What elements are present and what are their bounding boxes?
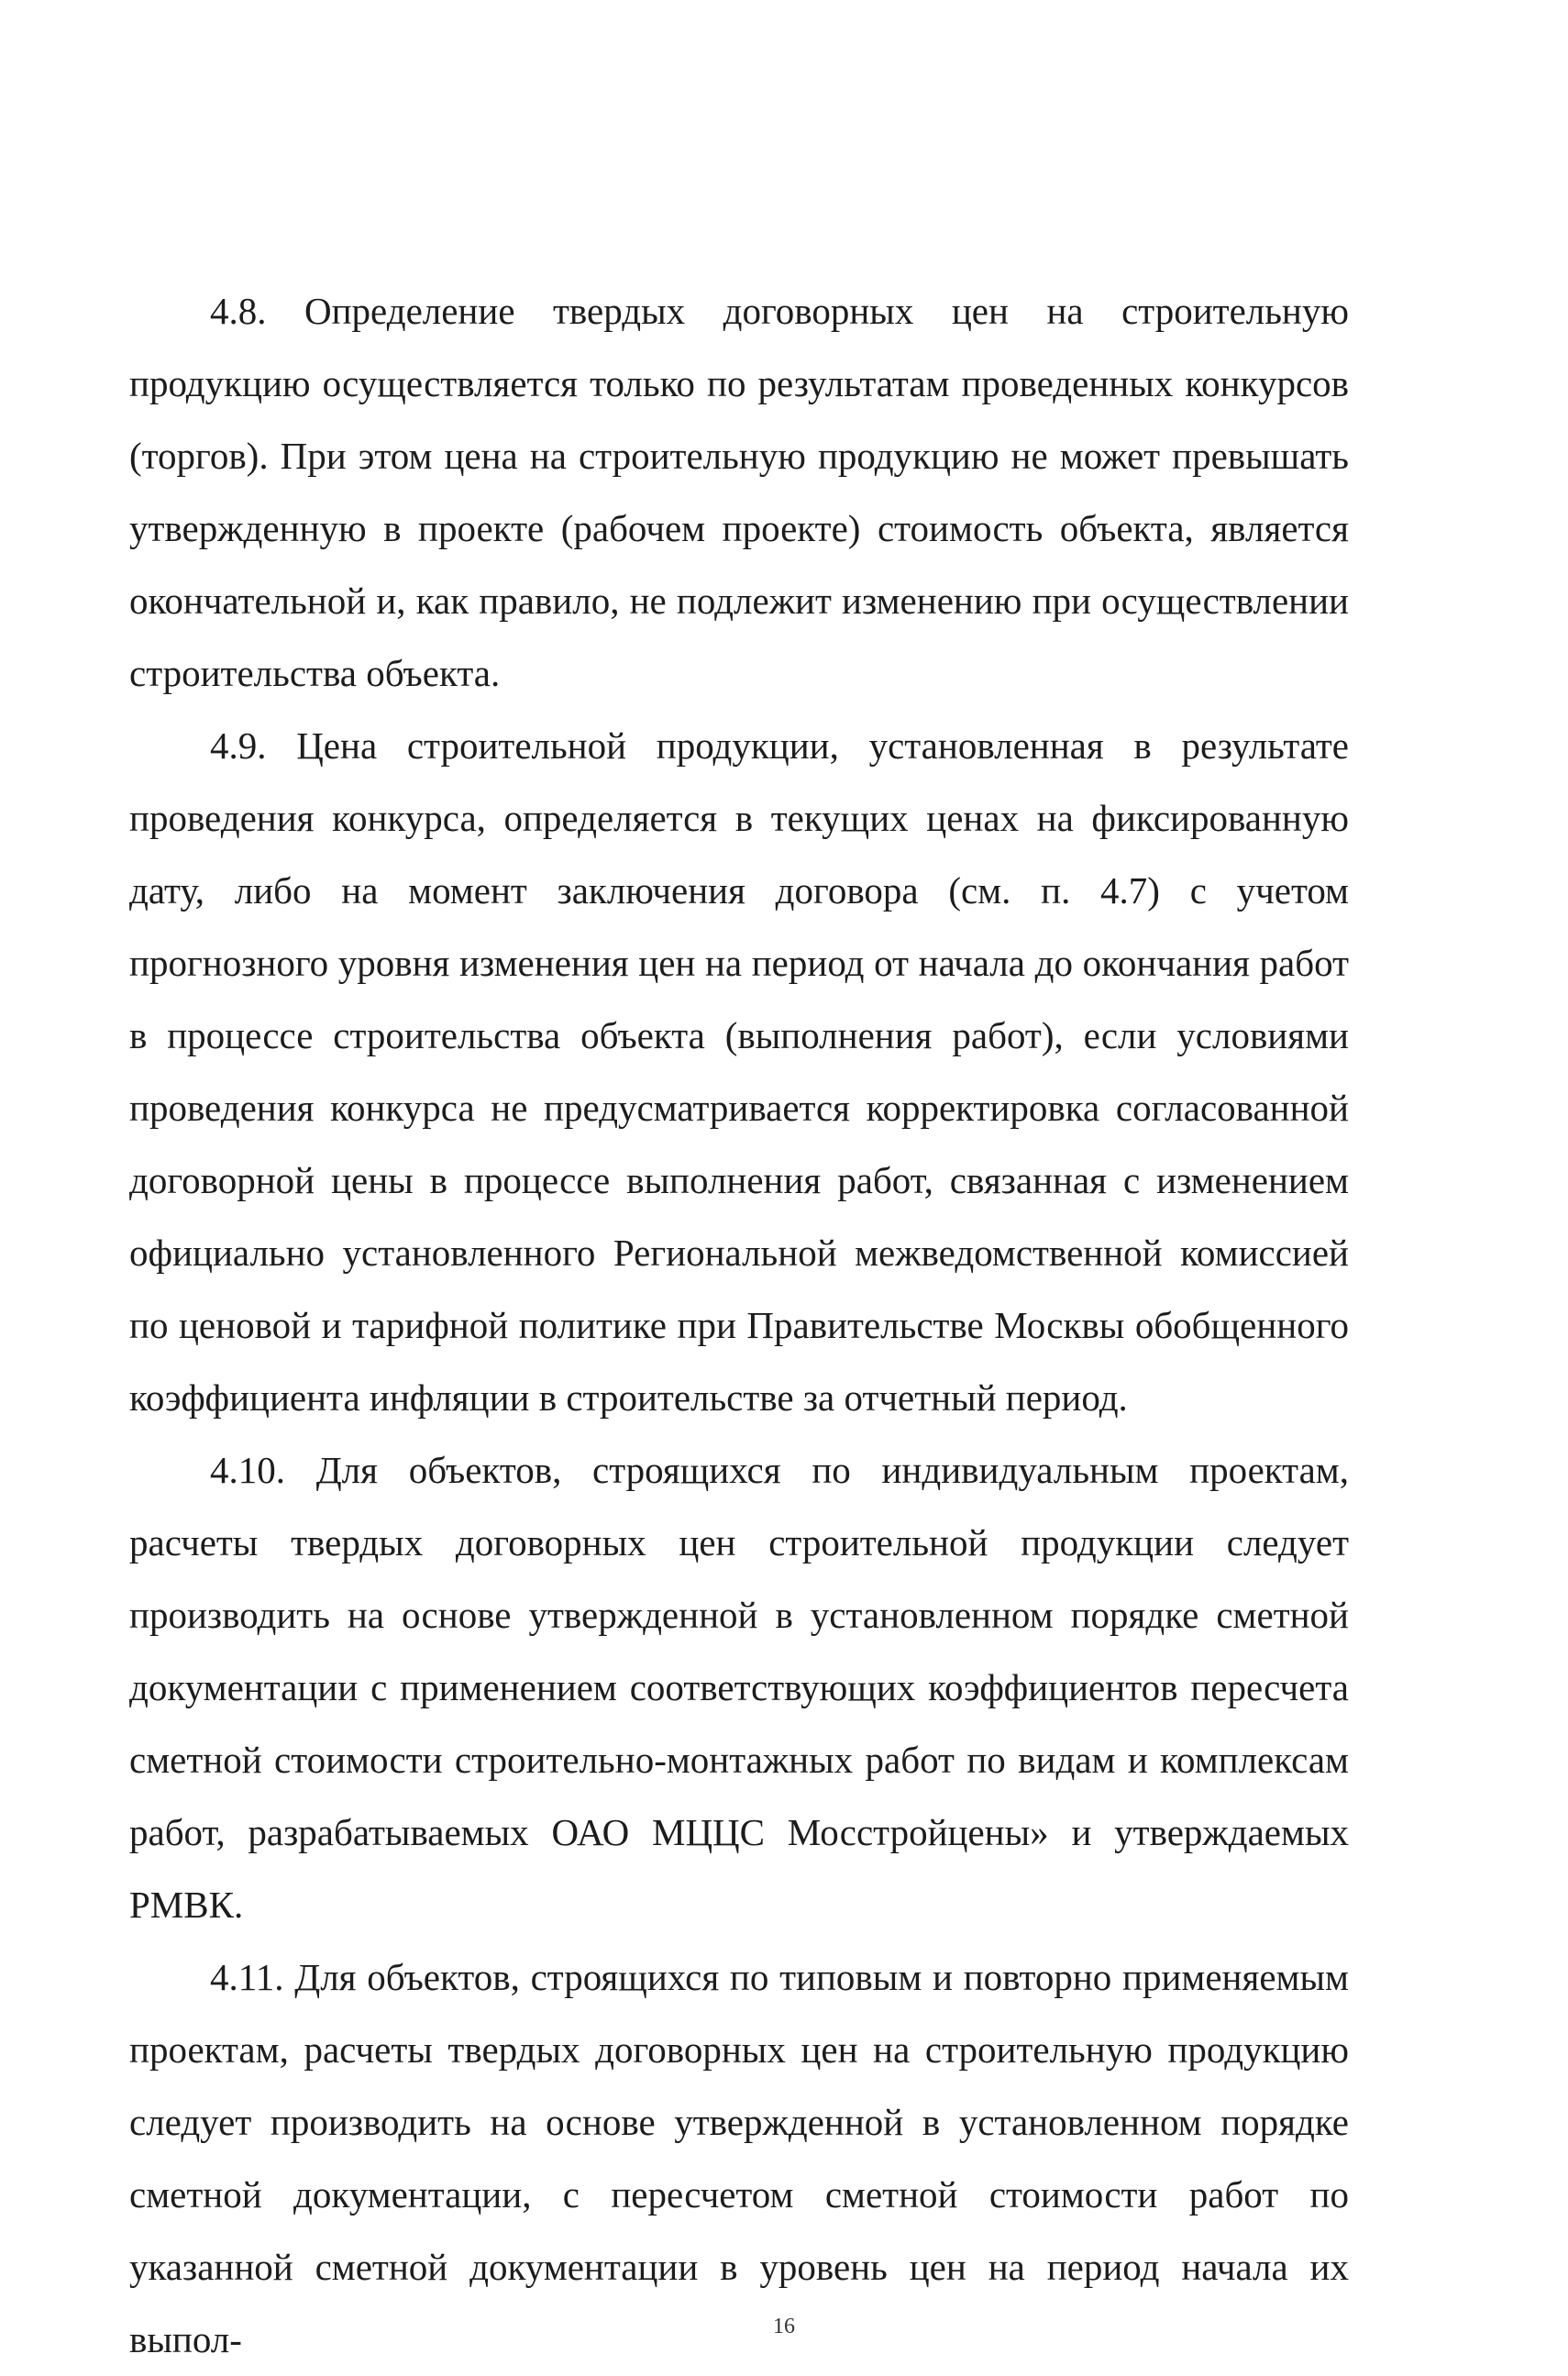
document-body [129,275,1349,2376]
paragraph-4-9: 4.9. Цена строительной продукции, установленная в результате проведения конкурса, определяется в текущих ценах на фиксированную дату, либо на момент заключения договора (см. п. 4.7) с учетом прогнозного уровня изменения цен на период от начала до окончания работ в процессе строительства объекта (выполнения работ), если условиями проведения конкурса не предусматривается корректировка согласованной договорной цены в процессе выполнения работ, связанная с изменением официально установленного Региональной межведомственной комиссией по ценовой и тарифной политике при Правительстве Москвы обобщенного коэффициента инфляции в строительстве за отчетный период. [129,724,1349,1419]
paragraph-4-8: 4.8. Определение твердых договорных цен на строительную продукцию осуществляется только по результатам проведенных конкурсов (торгов). При этом цена на строительную продукцию не может превышать утвержденную в проекте (рабочем проекте) стоимость объекта, является окончательной и, как правило, не подлежит изменению при осуществлении строительства объекта. [129,290,1349,694]
paragraph-4-11: 4.11. Для объектов, строящихся по типовым и повторно применяемым проектам, расчеты твердых договорных цен на строительную продукцию следует производить на основе утвержденной в установленном порядке сметной документации, с пересчетом сметной стоимости работ по указанной сметной документации в уровень цен на период начала их выпол- [129,1956,1349,2360]
page-number: 16 [773,2315,795,2338]
paragraph-4-10: 4.10. Для объектов, строящихся по индивидуальным проектам, расчеты твердых договорных цен строительной продукции следует производить на основе утвержденной в установленном порядке сметной документации с применением соответствующих коэффициентов пересчета сметной стоимости строительно-монтажных работ по видам и комплексам работ, разрабатываемых ОАО МЦЦС Мосстройцены» и утверждаемых РМВК. [129,1449,1349,1926]
